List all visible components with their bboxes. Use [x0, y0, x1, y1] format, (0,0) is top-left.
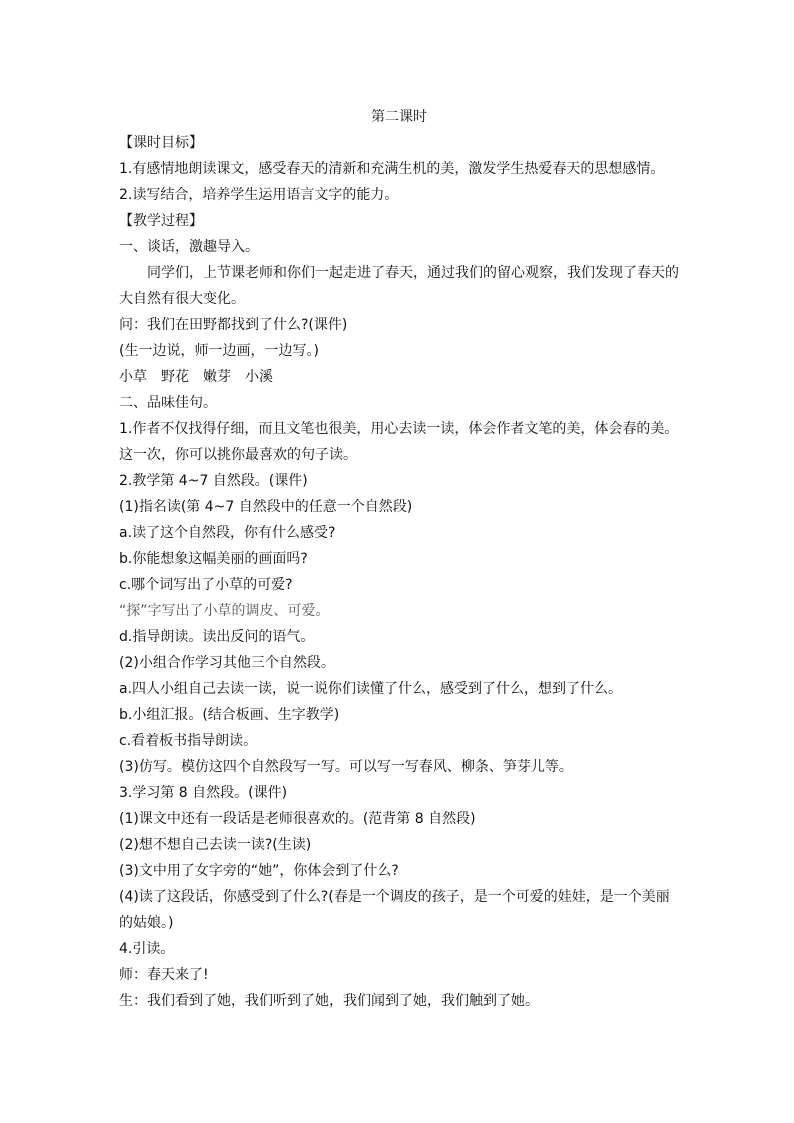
step-heading: 二、品味佳句。 [119, 395, 217, 411]
paragraph-line: b.小组汇报。(结合板画、生字教学) [119, 707, 340, 723]
paragraph-line: 1.作者不仅找得仔细，而且文笔也很美，用心去读一读，体会作者文笔的美，体会春的美。 [119, 421, 679, 437]
paragraph-line: 问：我们在田野都找到了什么?(课件) [119, 317, 348, 333]
paragraph-line: (4)读了这段话，你感受到了什么?(春是一个调皮的孩子，是一个可爱的娃娃，是一个美丽 [119, 889, 670, 905]
paragraph-line: c.哪个词写出了小草的可爱? [119, 577, 293, 593]
paragraph-line: 3.学习第 8 自然段。(课件) [119, 785, 288, 801]
objective-item: 2.读写结合，培养学生运用语言文字的能力。 [119, 187, 399, 203]
paragraph-line: 4.引读。 [119, 941, 175, 957]
objective-item: 1.有感情地朗读课文，感受春天的清新和充满生机的美，激发学生热爱春天的思想感情。 [119, 161, 665, 177]
step-heading: 一、谈话，激趣导入。 [119, 239, 259, 255]
keyword-list: 小草 野花 嫩芽 小溪 [119, 369, 273, 385]
paragraph-line: (生一边说，师一边画，一边写。) [119, 343, 319, 359]
paragraph-line: (2)小组合作学习其他三个自然段。 [119, 655, 335, 671]
page-title: 第二课时 [371, 109, 427, 125]
section-heading-objectives: 【课时目标】 [119, 135, 203, 151]
paragraph-line: 同学们，上节课老师和你们一起走进了春天，通过我们的留心观察，我们发现了春天的 [147, 265, 679, 281]
paragraph-line: c.看着板书指导朗读。 [119, 733, 258, 749]
paragraph-line: (1)指名读(第 4~7 自然段中的任意一个自然段) [119, 499, 413, 515]
document-page [119, 104, 679, 1014]
paragraph-line: b.你能想象这幅美丽的画面吗? [119, 551, 308, 567]
paragraph-line: (3)文中用了女字旁的“她”，你体会到了什么? [119, 863, 399, 879]
paragraph-line: “探”字写出了小草的调皮、可爱。 [119, 603, 330, 619]
paragraph-line: a.四人小组自己去读一读，说一说你们读懂了什么，感受到了什么，想到了什么。 [119, 681, 623, 697]
paragraph-line: d.指导朗读。读出反问的语气。 [119, 629, 315, 645]
paragraph-line: (1)课文中还有一段话是老师很喜欢的。(范背第 8 自然段) [119, 811, 476, 827]
section-heading-process: 【教学过程】 [119, 213, 203, 229]
paragraph-line: a.读了这个自然段，你有什么感受? [119, 525, 336, 541]
paragraph-line: 生：我们看到了她，我们听到了她，我们闻到了她，我们触到了她。 [119, 993, 539, 1009]
paragraph-line: 这一次，你可以挑你最喜欢的句子读。 [119, 447, 357, 463]
paragraph-line: 的姑娘。) [119, 915, 174, 931]
paragraph-line: 2.教学第 4~7 自然段。(课件) [119, 473, 308, 489]
paragraph-line: (2)想不想自己去读一读?(生读) [119, 837, 312, 853]
paragraph-line: (3)仿写。模仿这四个自然段写一写。可以写一写春风、柳条、笋芽儿等。 [119, 759, 573, 775]
paragraph-line: 师：春天来了! [119, 967, 209, 983]
paragraph-line: 大自然有很大变化。 [119, 291, 245, 307]
